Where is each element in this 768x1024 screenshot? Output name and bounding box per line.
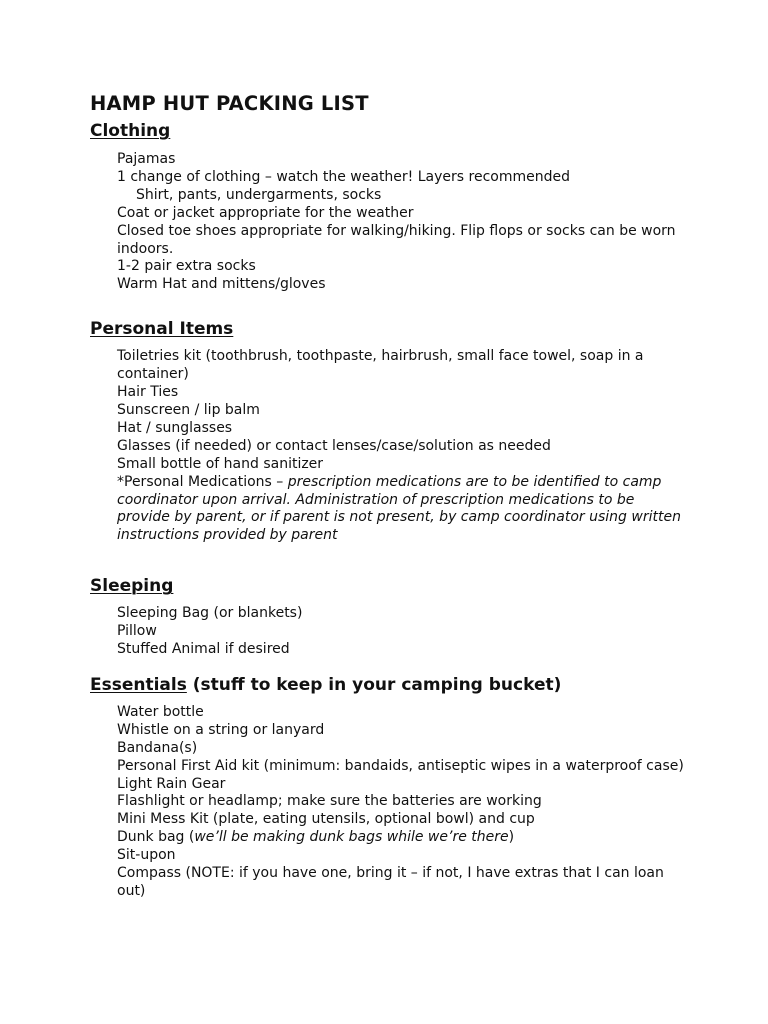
list-item-medications — [117, 474, 690, 546]
section-heading-sleeping-text: Sleeping — [90, 576, 174, 597]
list-item: Hair Ties — [117, 384, 179, 401]
personal-items-list — [90, 348, 690, 545]
list-subitem: Shirt, pants, undergarments, socks — [136, 186, 382, 203]
list-item: Warm Hat and mittens/gloves — [117, 276, 326, 293]
section-heading-clothing — [90, 119, 690, 143]
list-item: Glasses (if needed) or contact lenses/case/solution as needed — [117, 437, 551, 454]
list-item: Stuffed Animal if desired — [117, 641, 290, 658]
list-item: 1 change of clothing – watch the weather! Layers recommended — [117, 168, 570, 185]
list-item-dunk-bag — [117, 829, 690, 847]
medications-label: *Personal Medications – — [117, 473, 288, 490]
clothing-list — [90, 151, 690, 294]
list-item: Water bottle — [117, 703, 204, 720]
list-item: Toiletries kit (toothbrush, toothpaste, hairbrush, small face towel, soap in a container) — [117, 348, 644, 383]
list-item: Sleeping Bag (or blankets) — [117, 605, 303, 622]
medications-note: prescription medications are to be identified to camp coordinator upon arrival. Administration of prescription medications to be provide by parent, or if parent is not present, by camp coordinator using written instructions provided by parent — [117, 473, 681, 544]
list-item: Flashlight or headlamp; make sure the batteries are working — [117, 793, 542, 810]
section-heading-personal-items-text: Personal Items — [90, 319, 234, 340]
section-heading-essentials-suffix: (stuff to keep in your camping bucket) — [186, 674, 562, 695]
document-title: HAMP HUT PACKING LIST — [90, 92, 369, 115]
list-item: Hat / sunglasses — [117, 419, 233, 436]
list-item: 1-2 pair extra socks — [117, 258, 256, 275]
list-item: Sit-upon — [117, 847, 176, 864]
list-item: Closed toe shoes appropriate for walking/hiking. Flip flops or socks can be worn indoors. — [117, 222, 676, 257]
list-item: Personal First Aid kit (minimum: bandaids, antiseptic wipes in a waterproof case) — [117, 757, 684, 774]
dunk-bag-note: we’ll be making dunk bags while we’re there — [194, 829, 509, 846]
dunk-bag-close: ) — [508, 829, 515, 846]
section-heading-personal-items — [90, 317, 690, 341]
list-item: Pajamas — [117, 151, 176, 167]
section-heading-essentials-text: Essentials — [90, 674, 187, 695]
list-item: Compass (NOTE: if you have one, bring it – if not, I have extras that I can loan out) — [117, 865, 664, 899]
section-heading-essentials — [90, 673, 690, 697]
section-heading-sleeping — [90, 574, 690, 598]
essentials-list — [90, 704, 690, 901]
list-item: Bandana(s) — [117, 739, 198, 756]
list-item: Whistle on a string or lanyard — [117, 721, 325, 738]
dunk-bag-label: Dunk bag ( — [117, 829, 195, 846]
list-item: Sunscreen / lip balm — [117, 401, 260, 418]
list-item: Mini Mess Kit (plate, eating utensils, optional bowl) and cup — [117, 811, 535, 828]
list-item: Light Rain Gear — [117, 775, 226, 792]
list-item: Small bottle of hand sanitizer — [117, 455, 324, 472]
document-page — [90, 90, 690, 901]
list-item: Pillow — [117, 623, 157, 640]
section-heading-clothing-text: Clothing — [90, 121, 171, 141]
list-item: Coat or jacket appropriate for the weather — [117, 204, 414, 221]
sleeping-list — [90, 605, 690, 659]
